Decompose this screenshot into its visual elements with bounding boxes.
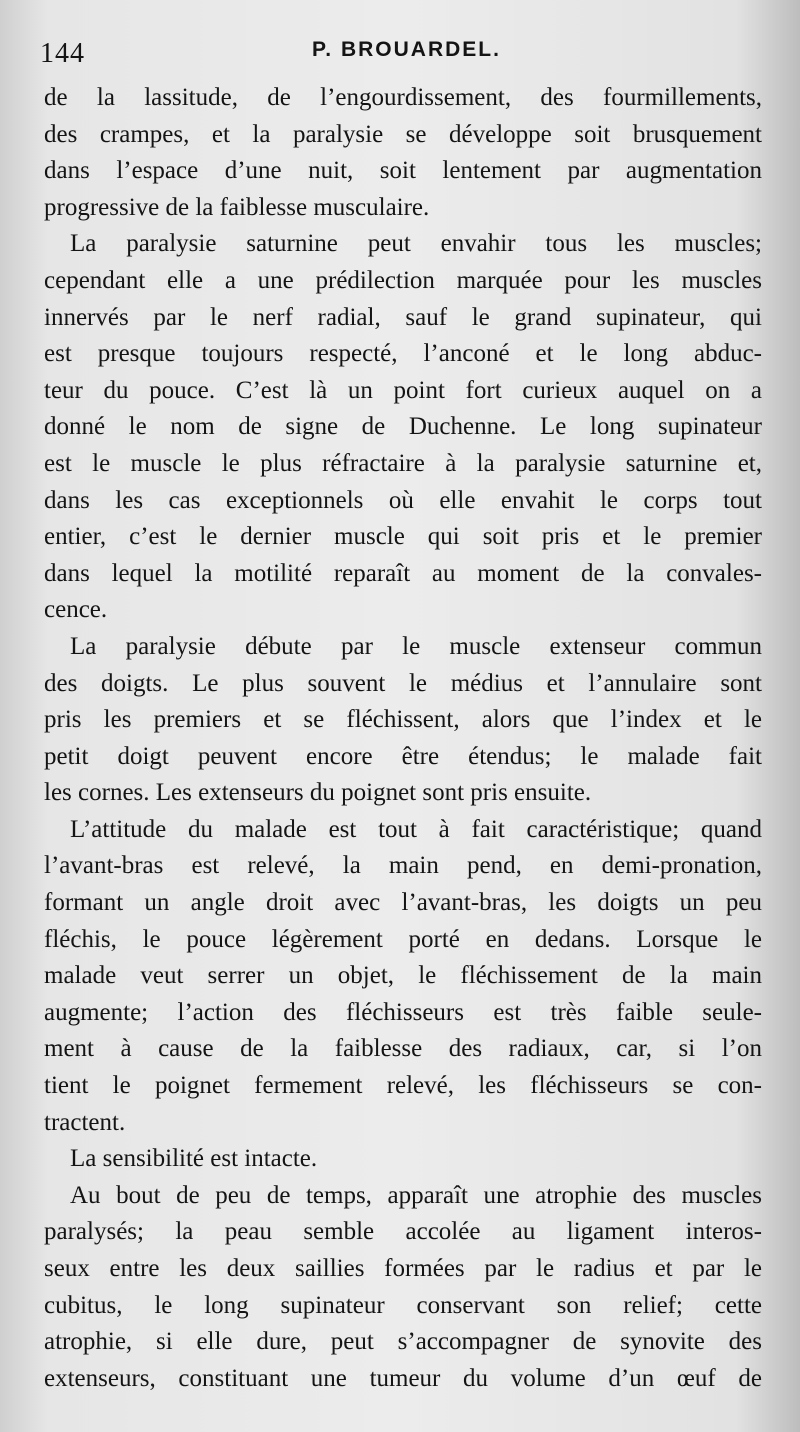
text-line: extenseurs, constituant une tumeur du volume d’un œuf de <box>44 1364 762 1392</box>
text-line: La paralysie saturnine peut envahir tous les muscles; <box>70 230 762 258</box>
text-line: La paralysie débute par le muscle extenseur commun <box>70 632 762 660</box>
page-number: 144 <box>40 38 85 69</box>
text-line: La sensibilité est intacte. <box>70 1145 318 1173</box>
text-line: teur du pouce. C’est là un point fort curieux auquel on a <box>44 376 762 404</box>
text-line: atrophie, si elle dure, peut s’accompagner de synovite des <box>44 1328 762 1356</box>
text-line: cubitus, le long supinateur conservant son relief; cette <box>44 1291 762 1319</box>
text-line: cence. <box>44 596 108 624</box>
text-line: formant un angle droit avec l’avant-bras, les doigts un peu <box>44 889 762 917</box>
text-line: petit doigt peuvent encore être étendus; le malade fait <box>44 742 762 770</box>
text-line: tractent. <box>44 1108 126 1136</box>
text-line: dans les cas exceptionnels où elle envahit le corps tout <box>44 486 762 514</box>
text-line: des crampes, et la paralysie se développe soit brusquement <box>44 120 762 148</box>
text-line: est le muscle le plus réfractaire à la paralysie saturnine et, <box>44 449 762 477</box>
text-line: donné le nom de signe de Duchenne. Le long supinateur <box>44 413 762 441</box>
text-line: tient le poignet fermement relevé, les fléchisseurs se con- <box>44 1072 762 1100</box>
text-line: innervés par le nerf radial, sauf le grand supinateur, qui <box>44 303 762 331</box>
text-line: Au bout de peu de temps, apparaît une atrophie des muscles <box>70 1181 762 1209</box>
text-line: les cornes. Les extenseurs du poignet sont pris ensuite. <box>44 779 592 807</box>
text-line: de la lassitude, de l’engourdissement, des fourmillements, <box>44 84 762 111</box>
text-line: l’avant-bras est relevé, la main pend, en demi-pronation, <box>44 852 762 880</box>
text-line: ment à cause de la faiblesse des radiaux, car, si l’on <box>44 1035 762 1063</box>
text-line: est presque toujours respecté, l’anconé et le long abduc- <box>44 340 762 368</box>
text-line: dans lequel la motilité reparaît au moment de la convales- <box>44 559 762 587</box>
text-line: fléchis, le pouce légèrement porté en dedans. Lorsque le <box>44 925 762 953</box>
text-line: augmente; l’action des fléchisseurs est très faible seule- <box>44 998 762 1026</box>
text-line: L’attitude du malade est tout à fait caractéristique; quand <box>70 815 762 843</box>
text-line: entier, c’est le dernier muscle qui soit pris et le premier <box>44 523 762 551</box>
page-header <box>40 38 760 78</box>
body-text <box>44 80 762 1397</box>
text-line: cependant elle a une prédilection marquée pour les muscles <box>44 266 762 294</box>
text-line: dans l’espace d’une nuit, soit lentement par augmentation <box>44 157 762 185</box>
text-line: progressive de la faiblesse musculaire. <box>44 193 430 221</box>
text-line: seux entre les deux saillies formées par le radius et par le <box>44 1255 762 1282</box>
text-line: malade veut serrer un objet, le fléchissement de la main <box>44 962 762 990</box>
text-line: des doigts. Le plus souvent le médius et l’annulaire sont <box>44 669 762 697</box>
running-head: P. BROUARDEL. <box>312 38 501 61</box>
text-line: paralysés; la peau semble accolée au ligament interos- <box>44 1218 762 1246</box>
text-line: pris les premiers et se fléchissent, alors que l’index et le <box>44 706 762 734</box>
